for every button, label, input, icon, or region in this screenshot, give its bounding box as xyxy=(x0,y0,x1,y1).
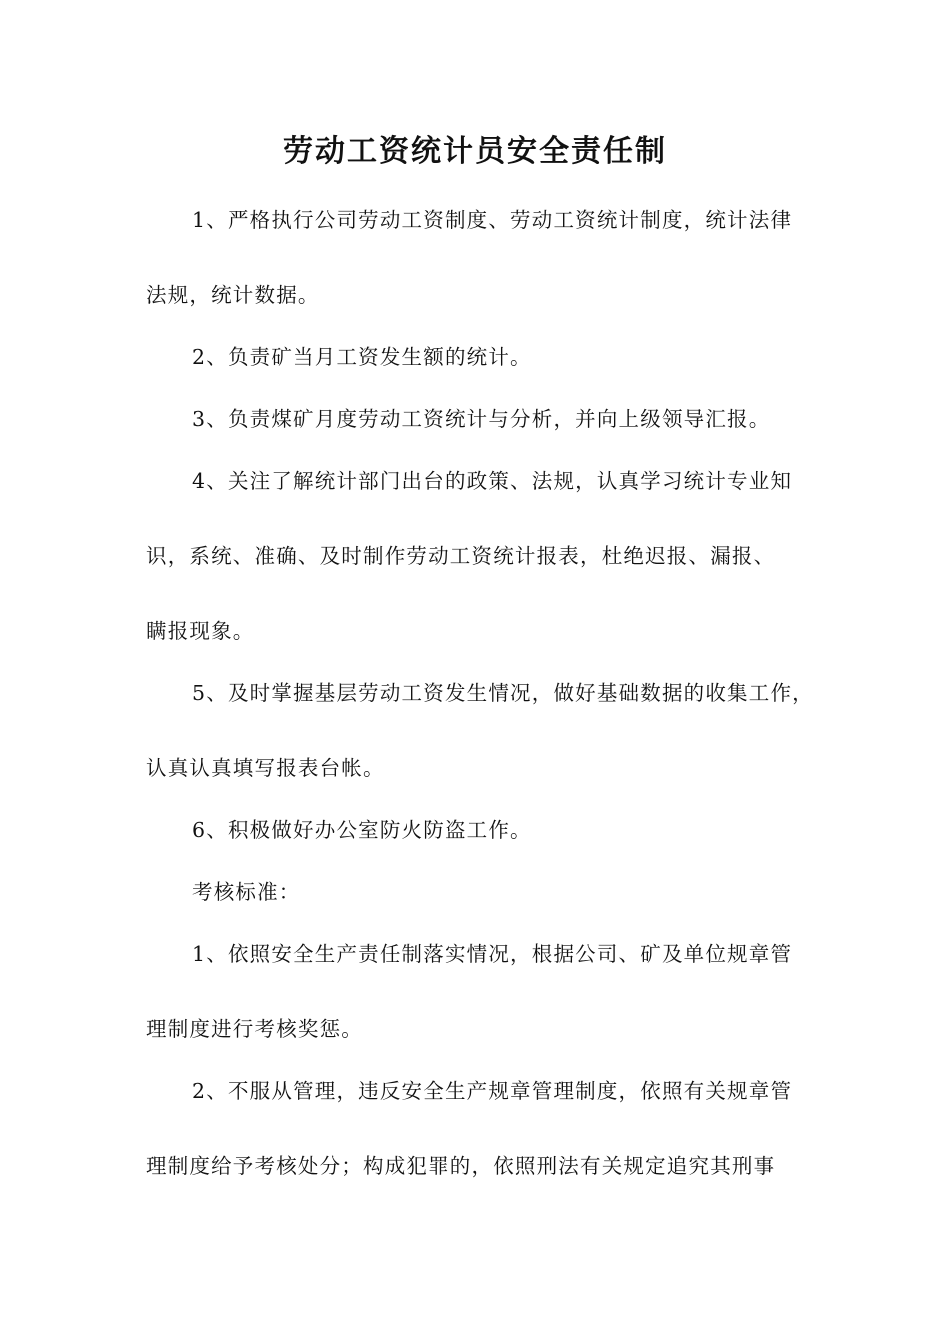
paragraph-line: 法规，统计数据。 xyxy=(146,283,320,307)
paragraph-line: 1、依照安全生产责任制落实情况，根据公司、矿及单位规章管 xyxy=(192,942,793,966)
paragraph-line: 瞒报现象。 xyxy=(146,619,255,643)
paragraph-line: 6、积极做好办公室防火防盗工作。 xyxy=(192,818,532,842)
paragraph-line: 2、负责矿当月工资发生额的统计。 xyxy=(192,345,532,369)
document-title: 劳动工资统计员安全责任制 xyxy=(283,134,667,169)
paragraph-line: 认真认真填写报表台帐。 xyxy=(146,756,385,780)
paragraph-line: 5、及时掌握基层劳动工资发生情况，做好基础数据的收集工作， xyxy=(192,681,814,705)
paragraph-line: 理制度给予考核处分；构成犯罪的，依照刑法有关规定追究其刑事 xyxy=(146,1154,776,1178)
paragraph-line: 1、严格执行公司劳动工资制度、劳动工资统计制度，统计法律 xyxy=(192,208,793,232)
paragraph-line: 2、不服从管理，违反安全生产规章管理制度，依照有关规章管 xyxy=(192,1079,793,1103)
paragraph-line: 识，系统、准确、及时制作劳动工资统计报表，杜绝迟报、漏报、 xyxy=(146,544,776,568)
paragraph-line: 4、关注了解统计部门出台的政策、法规，认真学习统计专业知 xyxy=(192,469,793,493)
paragraph-line: 3、负责煤矿月度劳动工资统计与分析，并向上级领导汇报。 xyxy=(192,407,771,431)
paragraph-line: 理制度进行考核奖惩。 xyxy=(146,1017,363,1041)
section-heading: 考核标准： xyxy=(192,880,301,904)
